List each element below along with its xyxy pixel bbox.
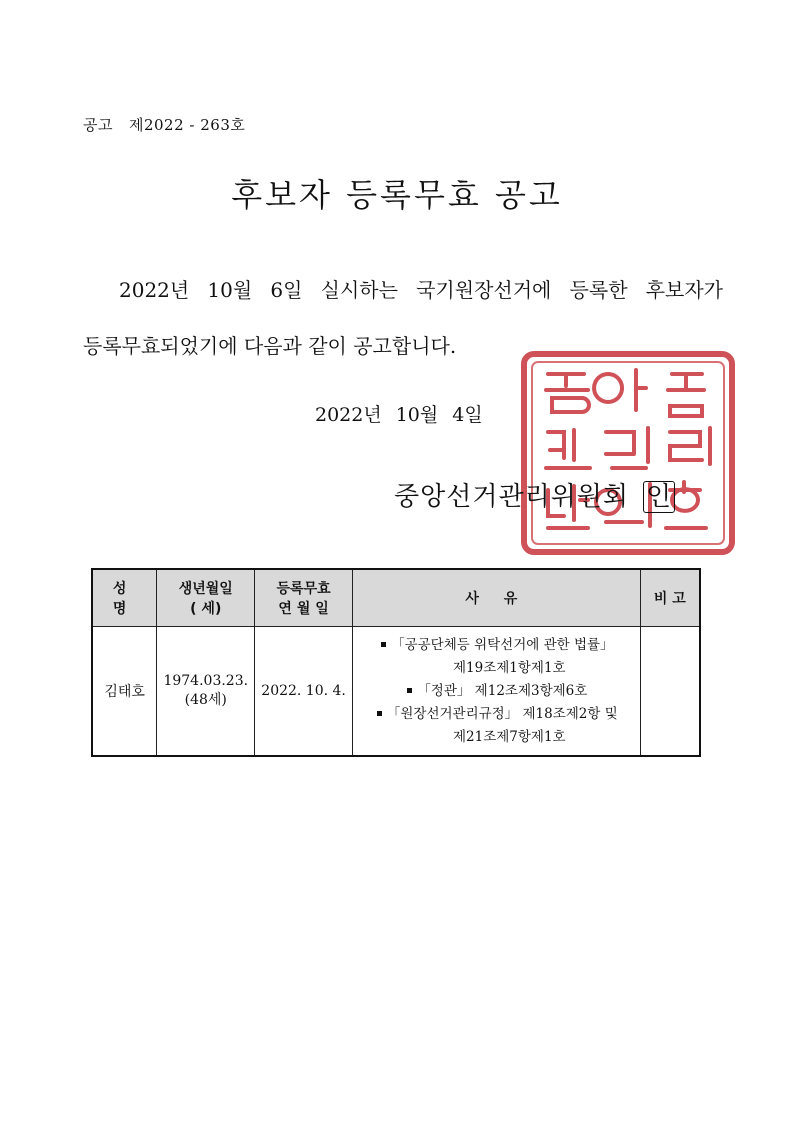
date-month: 10월 [395, 404, 439, 426]
bullet-icon [377, 711, 382, 716]
issuer-name: 중앙선거관리위원회 [394, 482, 630, 512]
reason-item-continued: 제19조제1항제1호 [453, 659, 566, 676]
header-reason: 사 유 [352, 569, 640, 627]
notice-number [83, 114, 261, 135]
seal-mark: 인 [643, 481, 675, 513]
cell-reasons [352, 627, 640, 757]
body-line-1: 2022년 10월 6일 실시하는 국기원장선거에 등록한 후보자가 [119, 278, 723, 302]
date-day: 4일 [452, 404, 483, 426]
bullet-icon [407, 688, 412, 693]
reason-item-continued: 제21조제7항제1호 [453, 728, 566, 745]
notice-label: 공고 [83, 116, 113, 134]
header-name: 성 명 [92, 569, 157, 627]
invalidation-table [91, 568, 701, 757]
official-seal-stamp [518, 350, 738, 556]
cell-name: 김태호 [92, 627, 157, 757]
header-birth: 생년월일 ( 세) [157, 569, 255, 627]
cell-birth: 1974.03.23. (48세) [157, 627, 255, 757]
reason-item: 「정관」 제12조제3항제6호 [357, 680, 636, 703]
header-remarks: 비 고 [640, 569, 700, 627]
reason-item: 「공공단체등 위탁선거에 관한 법률」 [357, 634, 636, 657]
header-void-date: 등록무효 연 월 일 [255, 569, 353, 627]
body-line-2: 등록무효되었기에 다음과 같이 공고합니다. [83, 334, 457, 358]
date-year: 2022년 [315, 404, 382, 426]
bullet-icon [381, 642, 386, 647]
announcement-date [315, 400, 497, 427]
notice-number-value: 제2022 - 263호 [128, 116, 246, 134]
cell-void-date: 2022. 10. 4. [255, 627, 353, 757]
cell-remarks [640, 627, 700, 757]
issuer-line [394, 476, 675, 513]
table-row [92, 627, 700, 757]
reason-item: 「원장선거관리규정」 제18조제2항 및 [357, 703, 636, 726]
table-header-row [92, 569, 700, 627]
page-title: 후보자 등록무효 공고 [231, 176, 563, 214]
